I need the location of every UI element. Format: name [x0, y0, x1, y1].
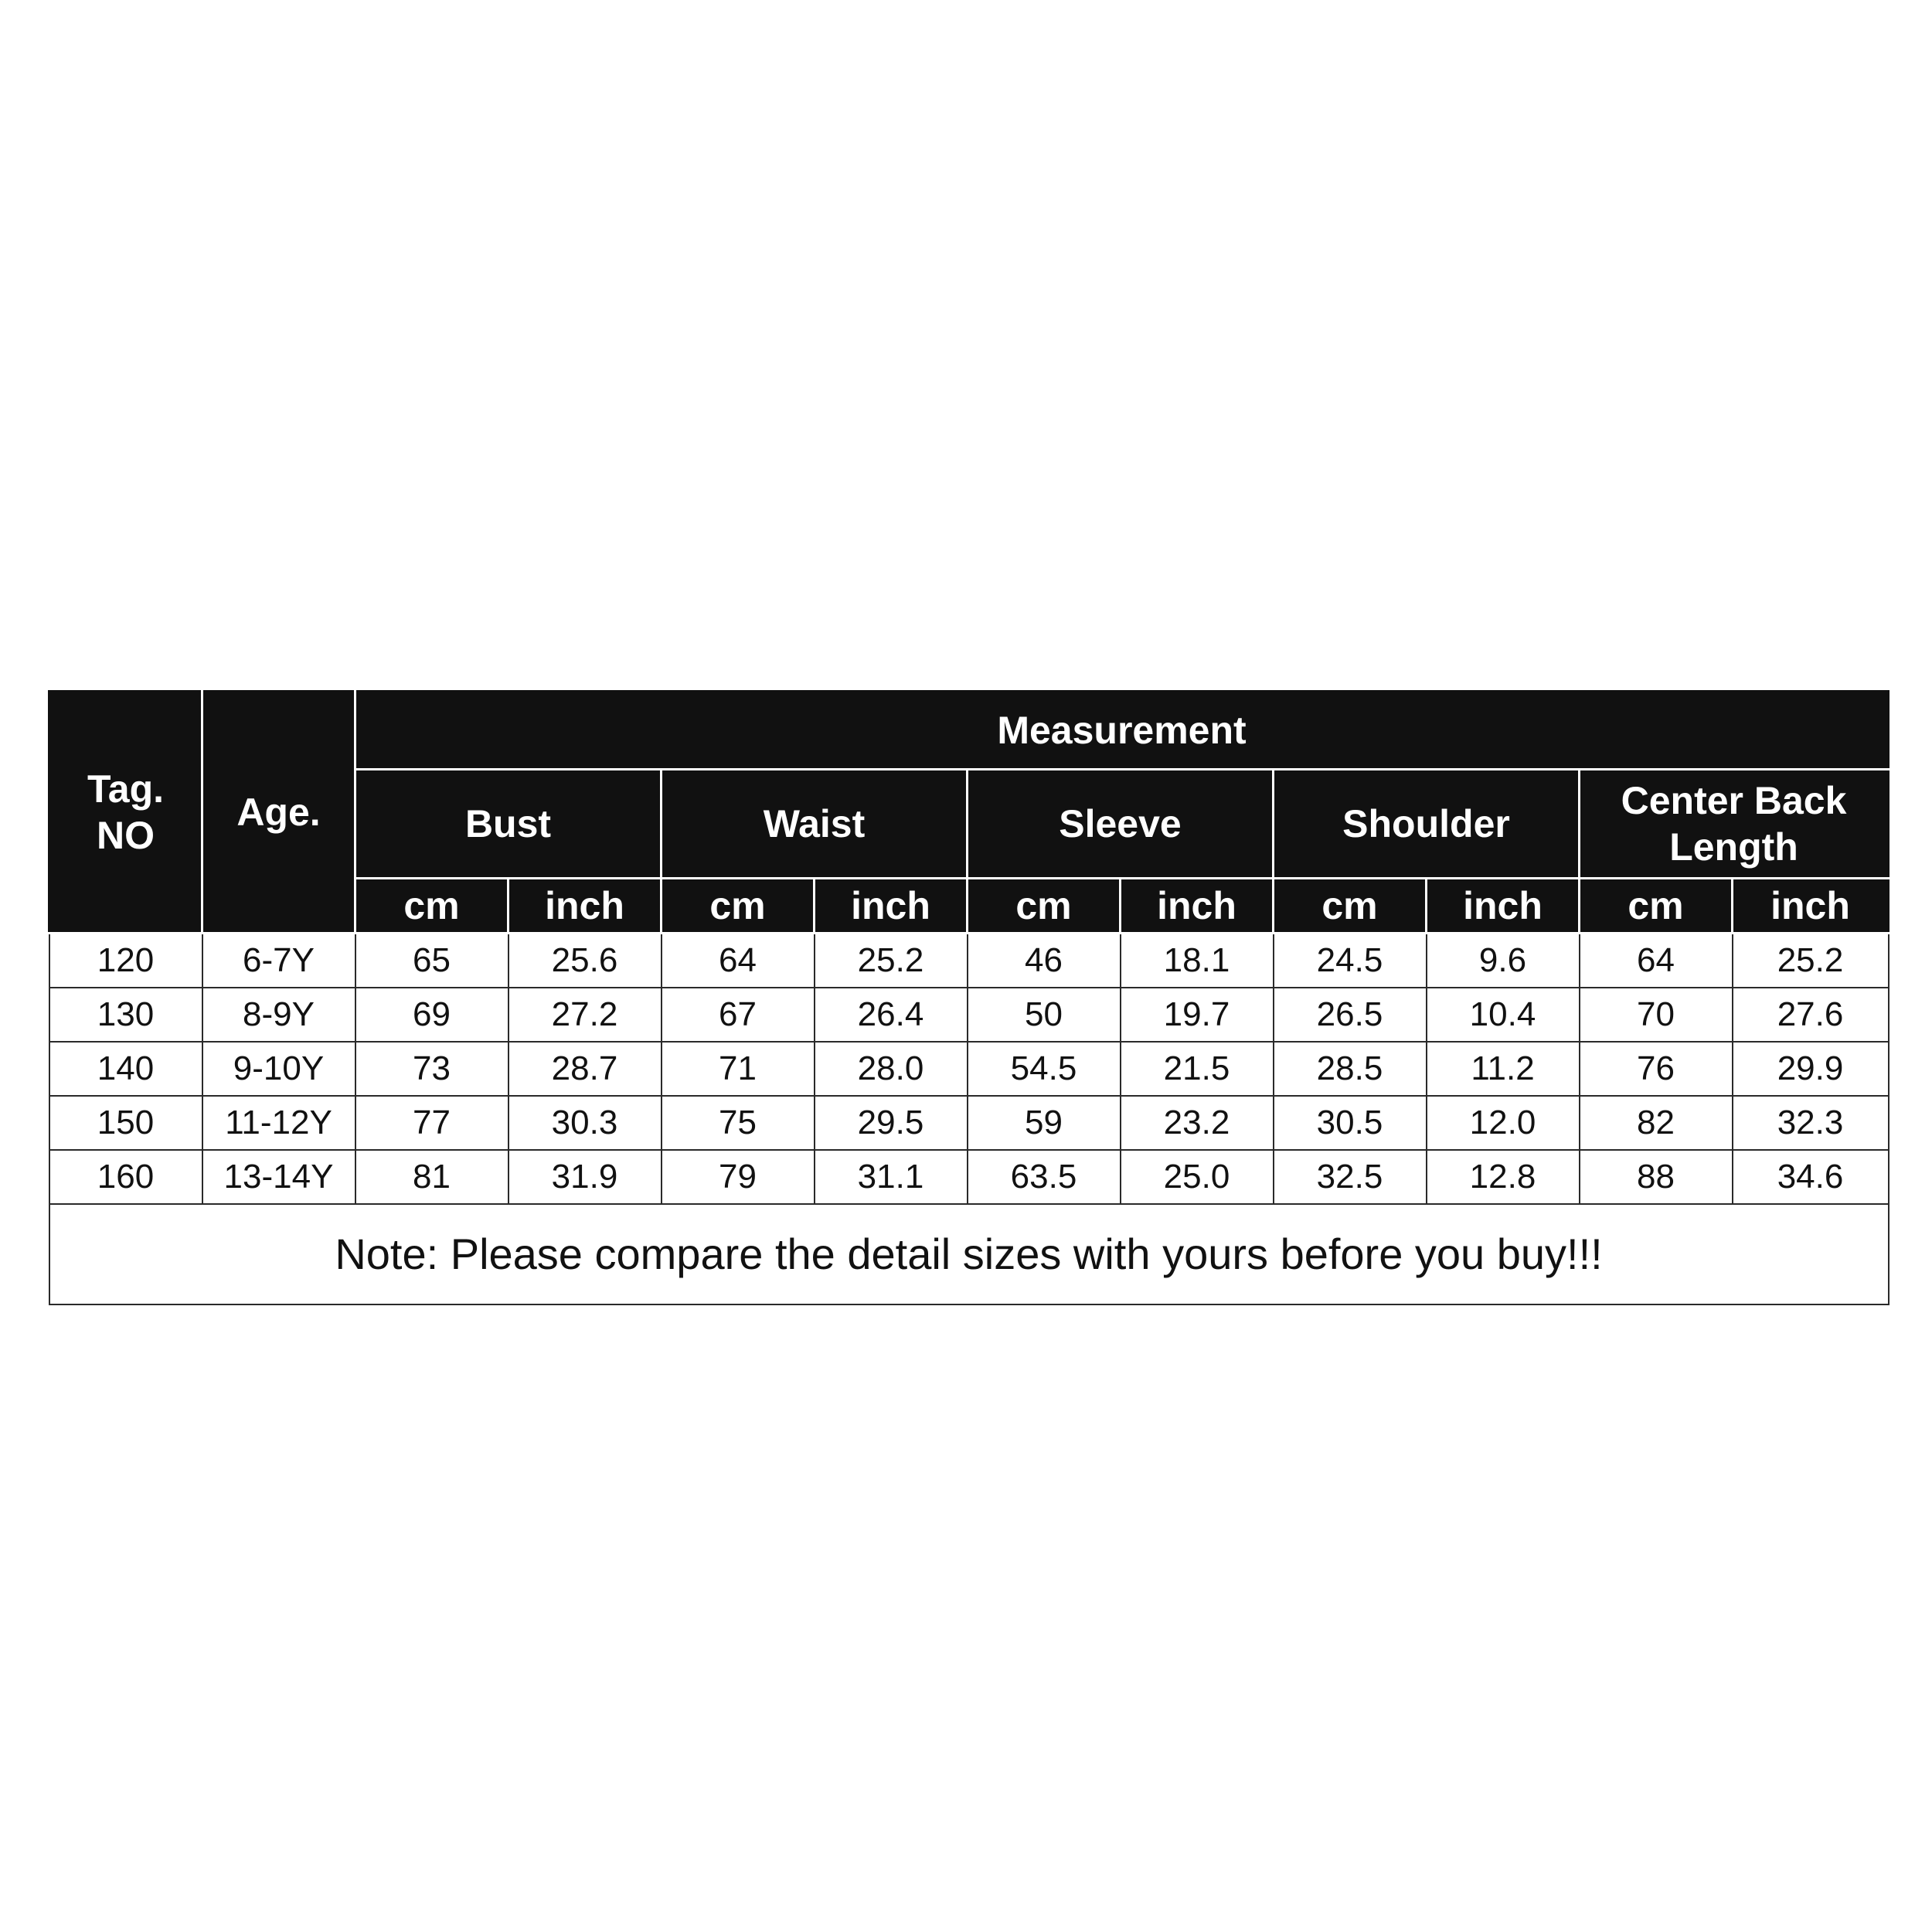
sleeve-inch-header: inch [1121, 879, 1274, 934]
shoulder-header: Shoulder [1274, 770, 1580, 879]
center-back-inch-header: inch [1733, 879, 1889, 934]
age-cell: 13-14Y [202, 1150, 355, 1204]
value-cell: 23.2 [1121, 1096, 1274, 1150]
note-row [49, 1204, 1889, 1304]
tag-cell: 130 [49, 988, 202, 1042]
value-cell: 28.5 [1274, 1042, 1427, 1096]
value-cell: 31.9 [509, 1150, 662, 1204]
waist-cm-header: cm [662, 879, 815, 934]
value-cell: 67 [662, 988, 815, 1042]
header-row-measurement [49, 692, 1889, 770]
value-cell: 32.3 [1733, 1096, 1889, 1150]
value-cell: 46 [968, 934, 1121, 988]
value-cell: 12.0 [1427, 1096, 1580, 1150]
value-cell: 25.6 [509, 934, 662, 988]
value-cell: 34.6 [1733, 1150, 1889, 1204]
age-header: Age. [202, 692, 355, 934]
value-cell: 24.5 [1274, 934, 1427, 988]
value-cell: 28.0 [815, 1042, 968, 1096]
age-cell: 8-9Y [202, 988, 355, 1042]
value-cell: 54.5 [968, 1042, 1121, 1096]
value-cell: 21.5 [1121, 1042, 1274, 1096]
waist-header: Waist [662, 770, 968, 879]
value-cell: 29.9 [1733, 1042, 1889, 1096]
value-cell: 76 [1580, 1042, 1733, 1096]
value-cell: 69 [355, 988, 509, 1042]
value-cell: 88 [1580, 1150, 1733, 1204]
value-cell: 75 [662, 1096, 815, 1150]
value-cell: 73 [355, 1042, 509, 1096]
measurement-header: Measurement [355, 692, 1889, 770]
value-cell: 30.3 [509, 1096, 662, 1150]
value-cell: 79 [662, 1150, 815, 1204]
center-back-cm-header: cm [1580, 879, 1733, 934]
value-cell: 64 [662, 934, 815, 988]
value-cell: 77 [355, 1096, 509, 1150]
age-cell: 9-10Y [202, 1042, 355, 1096]
size-chart-table [48, 690, 1889, 1305]
sleeve-header: Sleeve [968, 770, 1274, 879]
bust-cm-header: cm [355, 879, 509, 934]
age-cell: 11-12Y [202, 1096, 355, 1150]
sleeve-cm-header: cm [968, 879, 1121, 934]
tag-cell: 120 [49, 934, 202, 988]
table-row [49, 1042, 1889, 1096]
value-cell: 25.0 [1121, 1150, 1274, 1204]
value-cell: 26.4 [815, 988, 968, 1042]
table-row [49, 1096, 1889, 1150]
value-cell: 25.2 [815, 934, 968, 988]
value-cell: 25.2 [1733, 934, 1889, 988]
value-cell: 32.5 [1274, 1150, 1427, 1204]
value-cell: 26.5 [1274, 988, 1427, 1042]
value-cell: 65 [355, 934, 509, 988]
waist-inch-header: inch [815, 879, 968, 934]
value-cell: 18.1 [1121, 934, 1274, 988]
shoulder-inch-header: inch [1427, 879, 1580, 934]
tag-no-header: Tag. NO [49, 692, 202, 934]
value-cell: 59 [968, 1096, 1121, 1150]
table-row [49, 1150, 1889, 1204]
tag-cell: 160 [49, 1150, 202, 1204]
value-cell: 29.5 [815, 1096, 968, 1150]
value-cell: 19.7 [1121, 988, 1274, 1042]
bust-header: Bust [355, 770, 662, 879]
value-cell: 50 [968, 988, 1121, 1042]
center-back-length-header: Center Back Length [1580, 770, 1889, 879]
value-cell: 27.6 [1733, 988, 1889, 1042]
table-row [49, 988, 1889, 1042]
value-cell: 82 [1580, 1096, 1733, 1150]
value-cell: 30.5 [1274, 1096, 1427, 1150]
value-cell: 71 [662, 1042, 815, 1096]
value-cell: 27.2 [509, 988, 662, 1042]
table-row [49, 934, 1889, 988]
shoulder-cm-header: cm [1274, 879, 1427, 934]
value-cell: 63.5 [968, 1150, 1121, 1204]
value-cell: 70 [1580, 988, 1733, 1042]
value-cell: 28.7 [509, 1042, 662, 1096]
value-cell: 12.8 [1427, 1150, 1580, 1204]
tag-cell: 150 [49, 1096, 202, 1150]
value-cell: 64 [1580, 934, 1733, 988]
bust-inch-header: inch [509, 879, 662, 934]
value-cell: 9.6 [1427, 934, 1580, 988]
note-text: Note: Please compare the detail sizes with yours before you buy!!! [49, 1204, 1889, 1304]
age-cell: 6-7Y [202, 934, 355, 988]
value-cell: 11.2 [1427, 1042, 1580, 1096]
value-cell: 31.1 [815, 1150, 968, 1204]
value-cell: 10.4 [1427, 988, 1580, 1042]
tag-cell: 140 [49, 1042, 202, 1096]
value-cell: 81 [355, 1150, 509, 1204]
